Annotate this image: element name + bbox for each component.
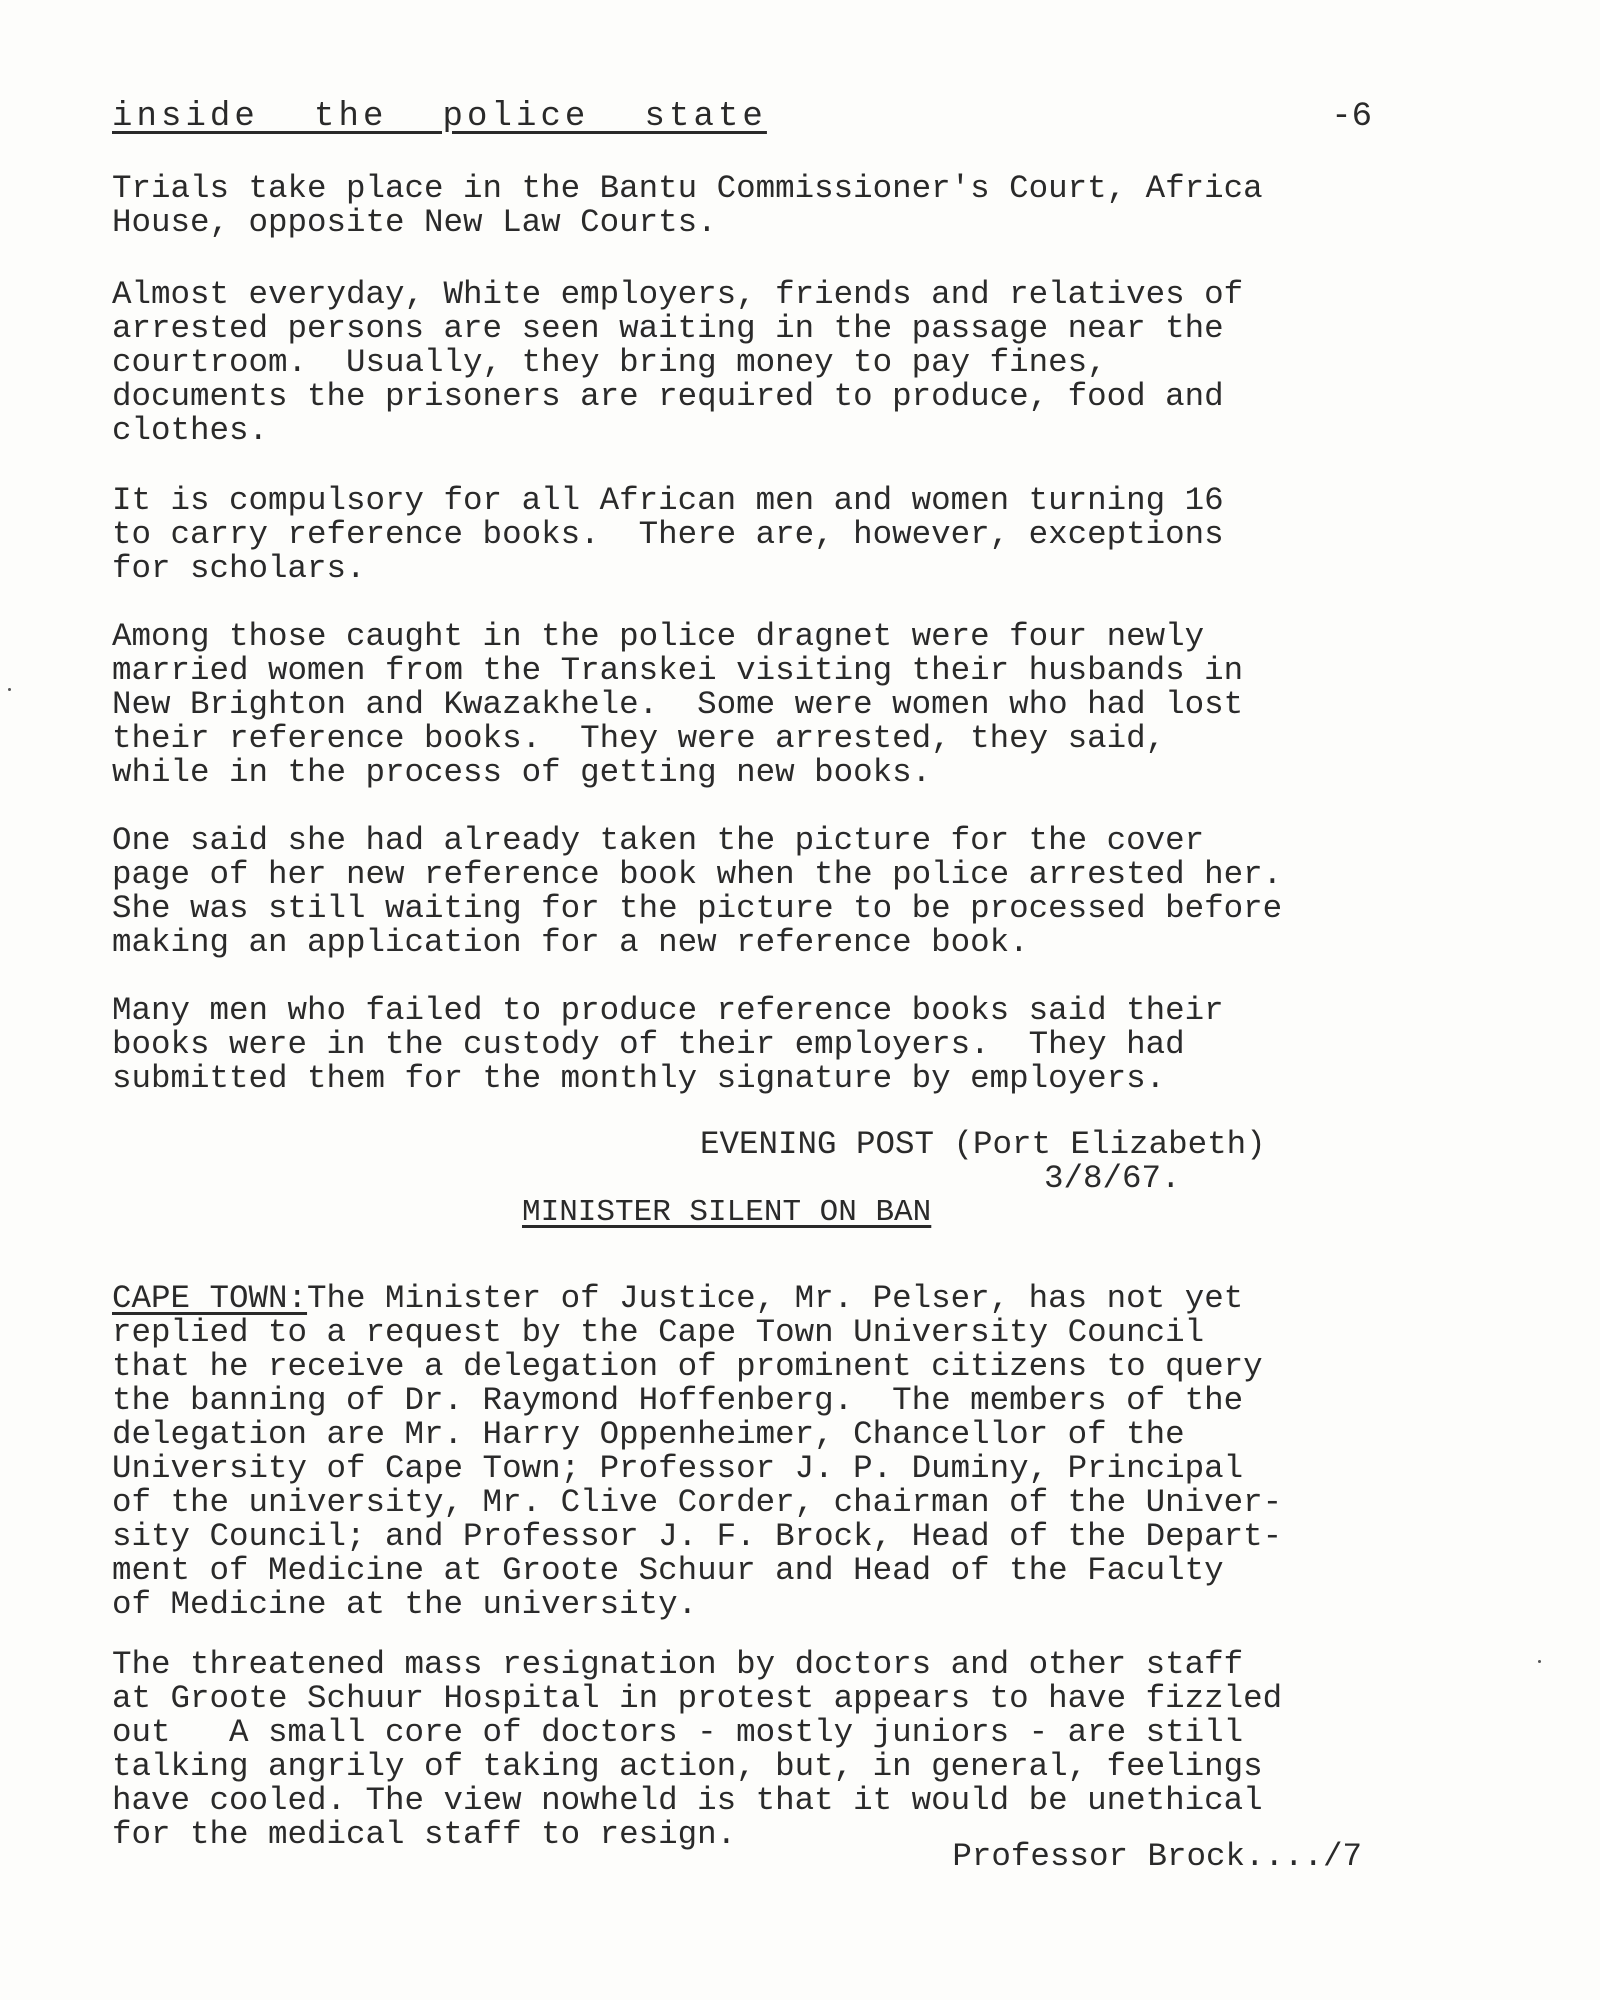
paragraph-employer-custody: Many men who failed to produce reference books said their books were in the custody of their employers. They had submitted them for the monthly signature by employers. — [112, 992, 1224, 1097]
source-publication: EVENING POST (Port Elizabeth) — [700, 1126, 1266, 1163]
article-headline: MINISTER SILENT ON BAN — [522, 1195, 932, 1230]
paragraph-trials: Trials take place in the Bantu Commissioner's Court, Africa House, opposite New Law Courts. — [112, 170, 1263, 241]
paragraph-reference-books: It is compulsory for all African men and women turning 16 to carry reference books. There are, however, exceptions for scholars. — [112, 482, 1224, 587]
paragraph-married-women: Among those caught in the police dragnet were four newly married women from the Transkei visiting their husbands in New Brighton and Kwazakhele. Some were women who had lost their reference books. They were arrested, they said, while in the process of getting new books. — [112, 618, 1244, 791]
scan-speck — [1538, 1660, 1541, 1663]
continuation-note: Professor Brock..../7 — [952, 1838, 1362, 1875]
source-date: 3/8/67. — [1044, 1160, 1181, 1197]
paragraph-cover-picture: One said she had already taken the picture for the cover page of her new reference book when the police arrested her. She was still waiting for the picture to be processed before making an application for a new reference book. — [112, 822, 1283, 961]
paragraph-employers-waiting: Almost everyday, White employers, friends and relatives of arrested persons are seen waiting in the passage near the courtroom. Usually, they bring money to pay fines, documents the prisoners are required to produce, food and clothes. — [112, 276, 1244, 449]
paragraph-body: The Minister of Justice, Mr. Pelser, has not yet replied to a request by the Cape Town University Council that he receive a delegation of prominent citizens to query the banning of Dr. Raymond Hoffenberg. The members of the delegation are Mr. Harry Oppenheimer, Chancellor of the University of Cape Town; Professor J. P. Duminy, Principal of the university, Mr. Clive Corder, chairman of the Univer- sity Council; and Professor J. F. Brock, Head of the Depart- ment of Medicine at Groote Schuur and Head of the Faculty of Medicine at the university. — [112, 1280, 1283, 1623]
dateline: CAPE TOWN: — [112, 1280, 308, 1317]
running-title: inside the police state — [112, 98, 767, 136]
scan-speck — [8, 688, 11, 691]
paragraph-mass-resignation: The threatened mass resignation by doctors and other staff at Groote Schuur Hospital in protest appears to have fizzled out A small core of doctors - mostly juniors - are still talking angrily of taking action, but, in general, feelings have cooled. The view nowheld is that it would be unethical for the medical staff to resign. — [112, 1646, 1283, 1853]
page-header — [112, 98, 1372, 148]
paragraph-minister-delegation — [112, 1282, 1372, 1622]
page-number: -6 — [1331, 98, 1372, 136]
